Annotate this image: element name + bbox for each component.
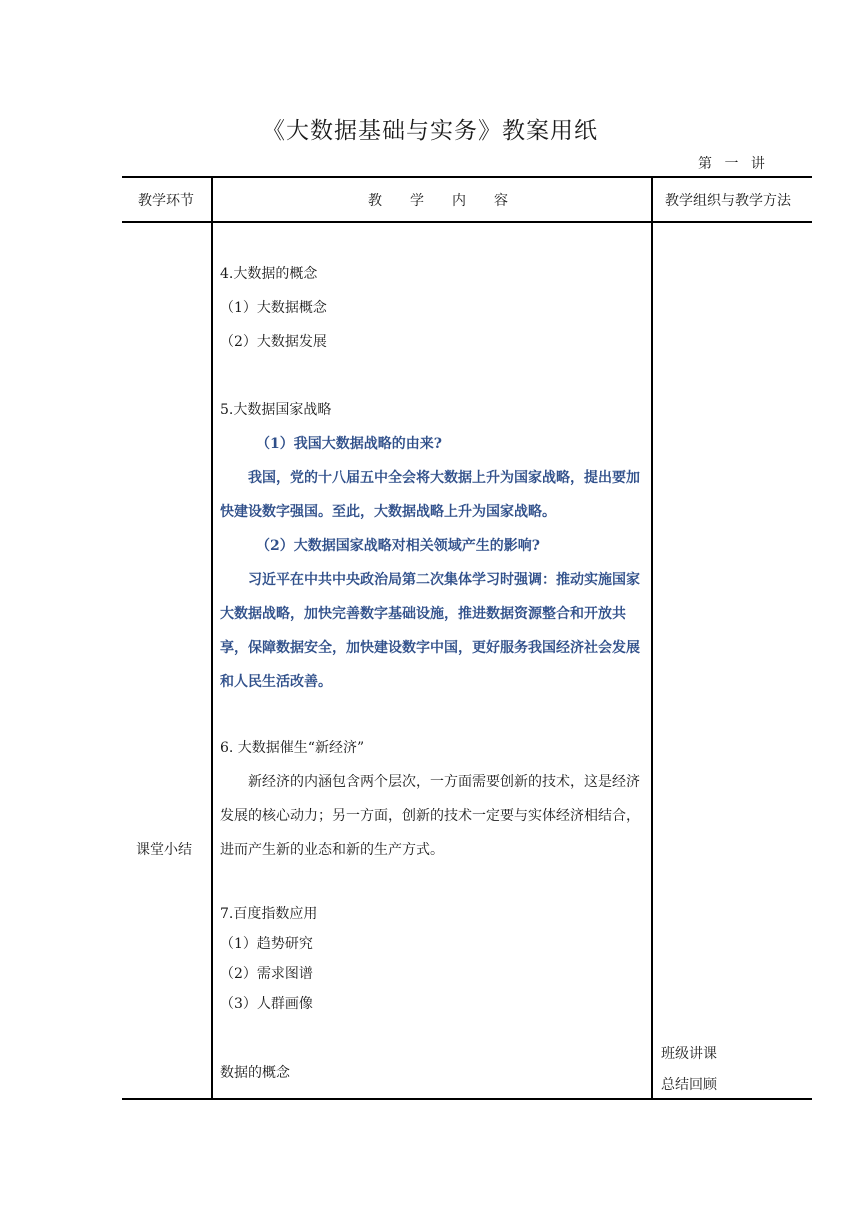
section-4 (220, 257, 646, 359)
section-5-heading: 5.大数据国家战略 (220, 402, 332, 418)
section-5-answer-1: 我国，党的十八届五中全会将大数据上升为国家战略，提出要加快建设数字强国。至此，大数据战略上升为国家战略。 (220, 470, 640, 520)
document-title: 《大数据基础与实务》教案用纸 (262, 118, 598, 144)
stage-cell: 课堂小结 (136, 842, 192, 858)
section-7 (220, 899, 646, 1019)
table-col-divider-2 (651, 176, 653, 1100)
section-7-heading: 7.百度指数应用 (220, 906, 318, 922)
method-item: 班级讲课 (661, 1046, 717, 1062)
header-teaching-method: 教学组织与教学方法 (665, 193, 791, 209)
header-teaching-stage: 教学环节 (138, 193, 194, 209)
section-4-item: （1）大数据概念 (220, 300, 327, 316)
table-top-rule (122, 176, 812, 178)
section-5 (220, 393, 646, 699)
section-5-question-1: （1）我国大数据战略的由来? (256, 436, 442, 452)
section-7-item: （3）人群画像 (220, 996, 313, 1012)
section-7-item: （1）趋势研究 (220, 936, 313, 952)
section-4-item: （2）大数据发展 (220, 334, 327, 350)
table-header-rule (122, 221, 812, 223)
table-bottom-rule (122, 1098, 812, 1100)
section-4-heading: 4.大数据的概念 (220, 266, 318, 282)
section-7-item: （2）需求图谱 (220, 966, 313, 982)
method-item: 总结回顾 (661, 1077, 717, 1093)
section-6 (220, 731, 646, 867)
table-col-divider-1 (211, 176, 213, 1100)
lecture-label: 第 一 讲 (698, 156, 769, 172)
section-6-body: 新经济的内涵包含两个层次，一方面需要创新的技术，这是经济发展的核心动力；另一方面，创新的技术一定要与实体经济相结合，进而产生新的业态和新的生产方式。 (220, 774, 640, 858)
section-6-heading: 6. 大数据催生“新经济” (220, 740, 365, 756)
closing-line: 数据的概念 (220, 1065, 290, 1081)
section-5-question-2: （2）大数据国家战略对相关领域产生的影响? (256, 538, 540, 554)
section-5-answer-2: 习近平在中共中央政治局第二次集体学习时强调：推动实施国家大数据战略，加快完善数字基础设施，推进数据资源整合和开放共享，保障数据安全，加快建设数字中国，更好服务我国经济社会发展和人民生活改善。 (220, 572, 640, 690)
header-teaching-content: 教 学 内 容 (368, 193, 508, 209)
